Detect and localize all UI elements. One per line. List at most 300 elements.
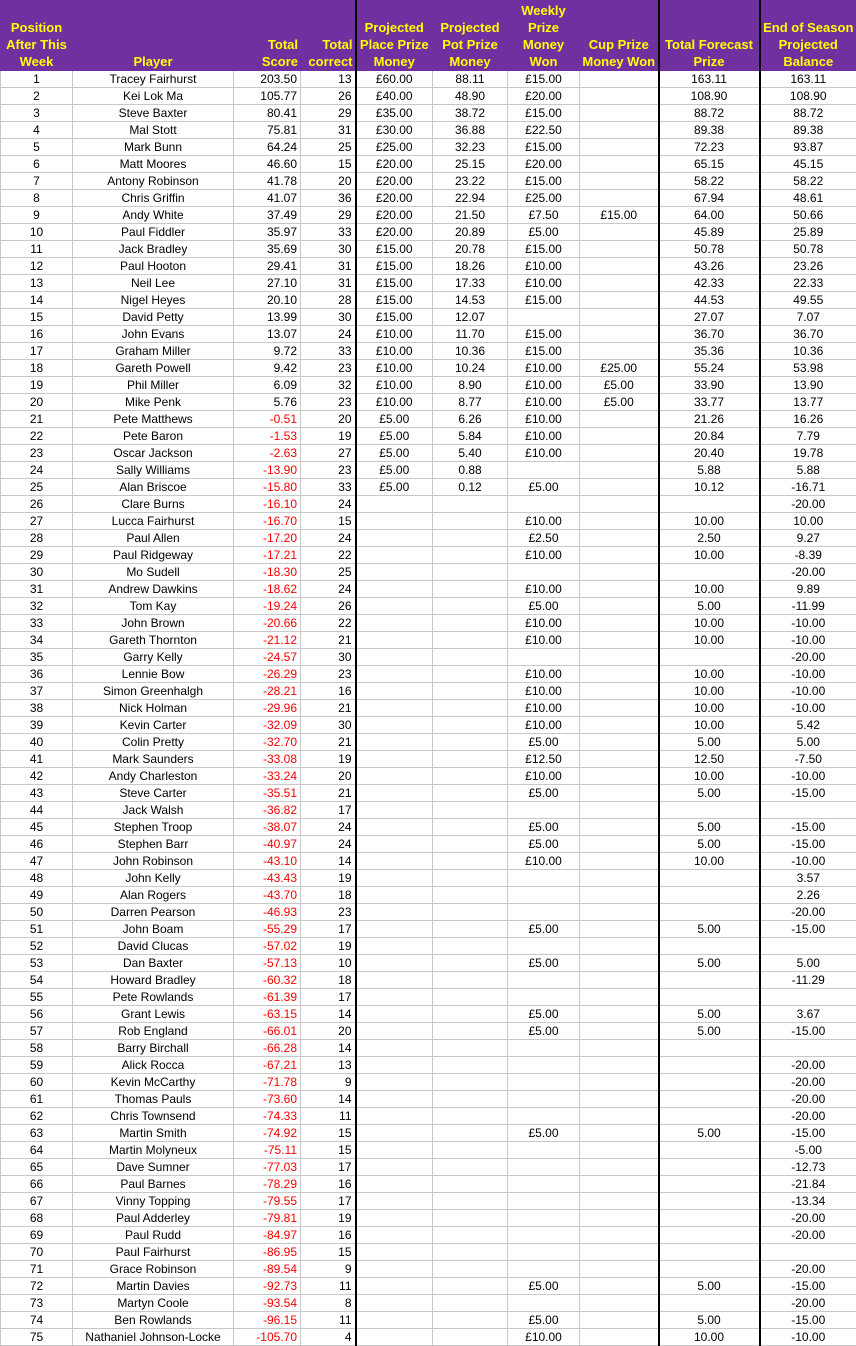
cell-pot-prize (433, 1329, 508, 1346)
cell-total-score: -17.20 (234, 530, 301, 547)
cell-total-score: 6.09 (234, 377, 301, 394)
cell-total-score: -2.63 (234, 445, 301, 462)
cell-place-prize: £10.00 (356, 377, 433, 394)
cell-forecast-prize: 27.07 (659, 309, 760, 326)
cell-pot-prize (433, 836, 508, 853)
cell-forecast-prize: 67.94 (659, 190, 760, 207)
cell-total-score: -93.54 (234, 1295, 301, 1312)
cell-total-correct: 17 (301, 1193, 356, 1210)
cell-weekly-prize (508, 972, 580, 989)
cell-forecast-prize: 5.00 (659, 955, 760, 972)
table-row (1, 1261, 856, 1278)
cell-cup-prize (580, 224, 659, 241)
cell-forecast-prize: 10.00 (659, 683, 760, 700)
cell-place-prize (356, 1278, 433, 1295)
table-row (1, 309, 856, 326)
cell-weekly-prize: £25.00 (508, 190, 580, 207)
table-row (1, 173, 856, 190)
cell-season-balance: -11.99 (760, 598, 856, 615)
cell-place-prize (356, 853, 433, 870)
cell-place-prize (356, 632, 433, 649)
cell-player: Vinny Topping (73, 1193, 234, 1210)
table-row (1, 1040, 856, 1057)
cell-season-balance: 13.77 (760, 394, 856, 411)
cell-position: 23 (1, 445, 73, 462)
cell-weekly-prize: £10.00 (508, 258, 580, 275)
cell-weekly-prize: £20.00 (508, 156, 580, 173)
cell-forecast-prize: 5.00 (659, 1278, 760, 1295)
table-row (1, 190, 856, 207)
cell-player: Andrew Dawkins (73, 581, 234, 598)
cell-player: Rob England (73, 1023, 234, 1040)
cell-cup-prize (580, 88, 659, 105)
cell-forecast-prize: 10.00 (659, 700, 760, 717)
cell-forecast-prize: 88.72 (659, 105, 760, 122)
cell-season-balance: -15.00 (760, 1278, 856, 1295)
cell-total-correct: 13 (301, 71, 356, 88)
cell-total-correct: 18 (301, 972, 356, 989)
table-row (1, 394, 856, 411)
cell-total-score: -1.53 (234, 428, 301, 445)
cell-player: David Petty (73, 309, 234, 326)
cell-weekly-prize: £5.00 (508, 1125, 580, 1142)
cell-player: Martin Molyneux (73, 1142, 234, 1159)
cell-player: Phil Miller (73, 377, 234, 394)
cell-player: Stephen Troop (73, 819, 234, 836)
table-row (1, 819, 856, 836)
cell-place-prize (356, 1261, 433, 1278)
table-row (1, 258, 856, 275)
cell-weekly-prize: £10.00 (508, 666, 580, 683)
cell-cup-prize (580, 1040, 659, 1057)
cell-forecast-prize: 20.84 (659, 428, 760, 445)
cell-total-score: -71.78 (234, 1074, 301, 1091)
cell-pot-prize (433, 1108, 508, 1125)
cell-weekly-prize (508, 1040, 580, 1057)
cell-player: Ben Rowlands (73, 1312, 234, 1329)
cell-weekly-prize (508, 564, 580, 581)
cell-total-score: 37.49 (234, 207, 301, 224)
cell-cup-prize (580, 615, 659, 632)
cell-weekly-prize: £10.00 (508, 411, 580, 428)
cell-position: 33 (1, 615, 73, 632)
cell-total-score: -63.15 (234, 1006, 301, 1023)
cell-weekly-prize: £5.00 (508, 1278, 580, 1295)
cell-pot-prize (433, 1125, 508, 1142)
table-row (1, 785, 856, 802)
table-row (1, 343, 856, 360)
cell-place-prize (356, 683, 433, 700)
table-row (1, 547, 856, 564)
cell-place-prize: £15.00 (356, 241, 433, 258)
cell-total-correct: 17 (301, 989, 356, 1006)
cell-position: 24 (1, 462, 73, 479)
cell-forecast-prize: 42.33 (659, 275, 760, 292)
cell-pot-prize (433, 870, 508, 887)
cell-weekly-prize (508, 1176, 580, 1193)
cell-place-prize: £35.00 (356, 105, 433, 122)
cell-cup-prize (580, 292, 659, 309)
cell-player: Mike Penk (73, 394, 234, 411)
cell-total-score: 27.10 (234, 275, 301, 292)
cell-forecast-prize (659, 989, 760, 1006)
cell-forecast-prize: 5.00 (659, 921, 760, 938)
cell-weekly-prize (508, 989, 580, 1006)
cell-position: 7 (1, 173, 73, 190)
table-row (1, 717, 856, 734)
cell-position: 41 (1, 751, 73, 768)
cell-pot-prize (433, 615, 508, 632)
cell-player: Lennie Bow (73, 666, 234, 683)
cell-position: 55 (1, 989, 73, 1006)
table-row (1, 462, 856, 479)
cell-position: 74 (1, 1312, 73, 1329)
cell-pot-prize (433, 938, 508, 955)
table-row (1, 1074, 856, 1091)
cell-total-correct: 9 (301, 1074, 356, 1091)
cell-total-score: -15.80 (234, 479, 301, 496)
cell-pot-prize: 88.11 (433, 71, 508, 88)
cell-player: Dave Sumner (73, 1159, 234, 1176)
header-projected-place-prize: Projected Place Prize Money (356, 1, 433, 71)
cell-season-balance: -12.73 (760, 1159, 856, 1176)
table-row (1, 156, 856, 173)
cell-weekly-prize: £10.00 (508, 428, 580, 445)
cell-weekly-prize (508, 462, 580, 479)
cell-weekly-prize: £10.00 (508, 360, 580, 377)
cell-forecast-prize: 33.90 (659, 377, 760, 394)
cell-cup-prize (580, 819, 659, 836)
cell-cup-prize (580, 530, 659, 547)
cell-season-balance: 163.11 (760, 71, 856, 88)
cell-cup-prize (580, 190, 659, 207)
cell-forecast-prize: 10.00 (659, 513, 760, 530)
cell-total-correct: 31 (301, 258, 356, 275)
cell-total-score: -73.60 (234, 1091, 301, 1108)
cell-player: Lucca Fairhurst (73, 513, 234, 530)
cell-cup-prize (580, 802, 659, 819)
cell-forecast-prize: 10.12 (659, 479, 760, 496)
table-row (1, 292, 856, 309)
cell-season-balance: 10.36 (760, 343, 856, 360)
cell-total-correct: 36 (301, 190, 356, 207)
cell-weekly-prize: £5.00 (508, 479, 580, 496)
cell-position: 49 (1, 887, 73, 904)
cell-pot-prize (433, 530, 508, 547)
cell-season-balance: 16.26 (760, 411, 856, 428)
cell-place-prize: £10.00 (356, 326, 433, 343)
cell-place-prize (356, 870, 433, 887)
cell-place-prize: £15.00 (356, 275, 433, 292)
cell-pot-prize (433, 700, 508, 717)
cell-total-correct: 11 (301, 1312, 356, 1329)
cell-total-correct: 24 (301, 326, 356, 343)
cell-season-balance: 5.88 (760, 462, 856, 479)
cell-player: Gareth Thornton (73, 632, 234, 649)
table-row (1, 530, 856, 547)
cell-position: 44 (1, 802, 73, 819)
cell-cup-prize (580, 717, 659, 734)
cell-cup-prize (580, 1074, 659, 1091)
cell-cup-prize (580, 1261, 659, 1278)
table-row (1, 377, 856, 394)
cell-season-balance: -15.00 (760, 1023, 856, 1040)
cell-total-score: 13.99 (234, 309, 301, 326)
cell-season-balance: 36.70 (760, 326, 856, 343)
cell-position: 4 (1, 122, 73, 139)
cell-season-balance: 7.79 (760, 428, 856, 445)
cell-place-prize: £25.00 (356, 139, 433, 156)
cell-weekly-prize (508, 1261, 580, 1278)
cell-total-score: 20.10 (234, 292, 301, 309)
cell-forecast-prize (659, 870, 760, 887)
cell-total-correct: 29 (301, 207, 356, 224)
cell-season-balance: -15.00 (760, 921, 856, 938)
cell-forecast-prize (659, 1227, 760, 1244)
cell-total-score: -55.29 (234, 921, 301, 938)
cell-weekly-prize: £15.00 (508, 326, 580, 343)
cell-weekly-prize: £5.00 (508, 921, 580, 938)
cell-season-balance: 88.72 (760, 105, 856, 122)
cell-total-score: 35.97 (234, 224, 301, 241)
cell-player: Paul Adderley (73, 1210, 234, 1227)
cell-cup-prize (580, 547, 659, 564)
header-end-season-balance: End of Season Projected Balance (760, 1, 856, 71)
cell-total-correct: 13 (301, 1057, 356, 1074)
cell-pot-prize: 8.90 (433, 377, 508, 394)
cell-total-score: -29.96 (234, 700, 301, 717)
cell-season-balance: 3.57 (760, 870, 856, 887)
cell-season-balance: -20.00 (760, 1057, 856, 1074)
table-row (1, 1312, 856, 1329)
cell-forecast-prize: 163.11 (659, 71, 760, 88)
cell-total-score: -24.57 (234, 649, 301, 666)
cell-total-score: -78.29 (234, 1176, 301, 1193)
table-row (1, 513, 856, 530)
cell-player: Paul Barnes (73, 1176, 234, 1193)
cell-position: 35 (1, 649, 73, 666)
cell-total-correct: 23 (301, 360, 356, 377)
cell-total-score: -36.82 (234, 802, 301, 819)
table-row (1, 904, 856, 921)
cell-place-prize (356, 496, 433, 513)
cell-total-score: -66.28 (234, 1040, 301, 1057)
cell-cup-prize (580, 411, 659, 428)
cell-total-correct: 15 (301, 1142, 356, 1159)
cell-player: Nick Holman (73, 700, 234, 717)
cell-player: Andy Charleston (73, 768, 234, 785)
cell-place-prize (356, 1244, 433, 1261)
cell-pot-prize: 36.88 (433, 122, 508, 139)
cell-position: 72 (1, 1278, 73, 1295)
cell-pot-prize (433, 751, 508, 768)
cell-total-correct: 24 (301, 581, 356, 598)
cell-weekly-prize: £5.00 (508, 1023, 580, 1040)
cell-player: Thomas Pauls (73, 1091, 234, 1108)
cell-weekly-prize: £15.00 (508, 343, 580, 360)
cell-position: 5 (1, 139, 73, 156)
cell-cup-prize (580, 156, 659, 173)
cell-place-prize: £30.00 (356, 122, 433, 139)
cell-season-balance: 48.61 (760, 190, 856, 207)
header-total-forecast-prize: Total Forecast Prize (659, 1, 760, 71)
cell-cup-prize (580, 1278, 659, 1295)
cell-place-prize: £20.00 (356, 190, 433, 207)
cell-position: 27 (1, 513, 73, 530)
cell-cup-prize (580, 1125, 659, 1142)
cell-weekly-prize (508, 1193, 580, 1210)
cell-total-correct: 20 (301, 173, 356, 190)
cell-place-prize (356, 734, 433, 751)
header-total-score: Total Score (234, 1, 301, 71)
cell-place-prize (356, 955, 433, 972)
cell-total-correct: 33 (301, 479, 356, 496)
cell-player: Antony Robinson (73, 173, 234, 190)
cell-cup-prize (580, 71, 659, 88)
cell-place-prize: £10.00 (356, 343, 433, 360)
cell-forecast-prize (659, 1074, 760, 1091)
cell-pot-prize (433, 1074, 508, 1091)
cell-place-prize (356, 1159, 433, 1176)
cell-forecast-prize: 5.00 (659, 1023, 760, 1040)
cell-position: 53 (1, 955, 73, 972)
cell-season-balance: -10.00 (760, 853, 856, 870)
cell-forecast-prize: 5.00 (659, 819, 760, 836)
cell-total-correct: 9 (301, 1261, 356, 1278)
cell-position: 25 (1, 479, 73, 496)
cell-position: 12 (1, 258, 73, 275)
cell-cup-prize: £5.00 (580, 377, 659, 394)
cell-player: Jack Walsh (73, 802, 234, 819)
cell-place-prize (356, 989, 433, 1006)
cell-season-balance: 3.67 (760, 1006, 856, 1023)
cell-place-prize (356, 1057, 433, 1074)
cell-forecast-prize: 58.22 (659, 173, 760, 190)
cell-place-prize (356, 1312, 433, 1329)
cell-season-balance: -13.34 (760, 1193, 856, 1210)
table-row (1, 649, 856, 666)
cell-cup-prize: £5.00 (580, 394, 659, 411)
cell-cup-prize (580, 1006, 659, 1023)
cell-season-balance: -15.00 (760, 1312, 856, 1329)
cell-forecast-prize: 5.00 (659, 785, 760, 802)
cell-pot-prize: 10.24 (433, 360, 508, 377)
cell-position: 42 (1, 768, 73, 785)
table-row (1, 1091, 856, 1108)
cell-pot-prize (433, 1193, 508, 1210)
cell-season-balance: 22.33 (760, 275, 856, 292)
cell-cup-prize (580, 445, 659, 462)
cell-position: 59 (1, 1057, 73, 1074)
table-row (1, 360, 856, 377)
cell-forecast-prize (659, 1193, 760, 1210)
cell-forecast-prize (659, 1244, 760, 1261)
cell-place-prize (356, 1210, 433, 1227)
cell-total-correct: 15 (301, 513, 356, 530)
cell-total-correct: 20 (301, 411, 356, 428)
cell-forecast-prize (659, 1142, 760, 1159)
cell-total-score: 64.24 (234, 139, 301, 156)
cell-position: 16 (1, 326, 73, 343)
cell-total-correct: 25 (301, 564, 356, 581)
table-row (1, 853, 856, 870)
cell-total-correct: 29 (301, 105, 356, 122)
cell-place-prize (356, 547, 433, 564)
cell-cup-prize (580, 683, 659, 700)
cell-total-score: -61.39 (234, 989, 301, 1006)
cell-total-correct: 17 (301, 921, 356, 938)
cell-season-balance (760, 1040, 856, 1057)
cell-weekly-prize: £20.00 (508, 88, 580, 105)
cell-total-score: 9.42 (234, 360, 301, 377)
table-row (1, 326, 856, 343)
table-row (1, 1023, 856, 1040)
cell-cup-prize (580, 734, 659, 751)
cell-season-balance: -10.00 (760, 632, 856, 649)
cell-player: Martin Smith (73, 1125, 234, 1142)
cell-total-score: -57.13 (234, 955, 301, 972)
cell-season-balance: -20.00 (760, 1091, 856, 1108)
cell-forecast-prize: 55.24 (659, 360, 760, 377)
cell-place-prize: £5.00 (356, 479, 433, 496)
cell-total-correct: 31 (301, 122, 356, 139)
table-row (1, 479, 856, 496)
cell-weekly-prize: £10.00 (508, 547, 580, 564)
cell-weekly-prize (508, 1295, 580, 1312)
cell-place-prize (356, 768, 433, 785)
cell-cup-prize (580, 258, 659, 275)
cell-total-correct: 14 (301, 1006, 356, 1023)
cell-cup-prize (580, 496, 659, 513)
cell-player: Kei Lok Ma (73, 88, 234, 105)
cell-player: Steve Carter (73, 785, 234, 802)
cell-position: 2 (1, 88, 73, 105)
cell-player: Garry Kelly (73, 649, 234, 666)
cell-weekly-prize: £5.00 (508, 1312, 580, 1329)
cell-position: 47 (1, 853, 73, 870)
table-row (1, 1159, 856, 1176)
cell-cup-prize (580, 921, 659, 938)
cell-season-balance: 23.26 (760, 258, 856, 275)
cell-season-balance: -20.00 (760, 1074, 856, 1091)
cell-total-correct: 22 (301, 547, 356, 564)
cell-position: 40 (1, 734, 73, 751)
cell-weekly-prize: £5.00 (508, 785, 580, 802)
cell-position: 73 (1, 1295, 73, 1312)
cell-weekly-prize (508, 1074, 580, 1091)
cell-place-prize: £15.00 (356, 309, 433, 326)
cell-forecast-prize: 5.00 (659, 1312, 760, 1329)
cell-position: 21 (1, 411, 73, 428)
cell-season-balance: 93.87 (760, 139, 856, 156)
cell-cup-prize (580, 139, 659, 156)
table-row (1, 598, 856, 615)
cell-season-balance: -20.00 (760, 649, 856, 666)
cell-season-balance: -7.50 (760, 751, 856, 768)
cell-cup-prize (580, 904, 659, 921)
cell-place-prize (356, 1142, 433, 1159)
cell-total-score: -33.08 (234, 751, 301, 768)
cell-place-prize: £15.00 (356, 292, 433, 309)
cell-cup-prize (580, 343, 659, 360)
cell-cup-prize (580, 105, 659, 122)
header-weekly-prize-won: Weekly Prize Money Won (508, 1, 580, 71)
cell-season-balance: 2.26 (760, 887, 856, 904)
cell-place-prize (356, 904, 433, 921)
cell-position: 3 (1, 105, 73, 122)
table-row (1, 1210, 856, 1227)
cell-weekly-prize (508, 802, 580, 819)
